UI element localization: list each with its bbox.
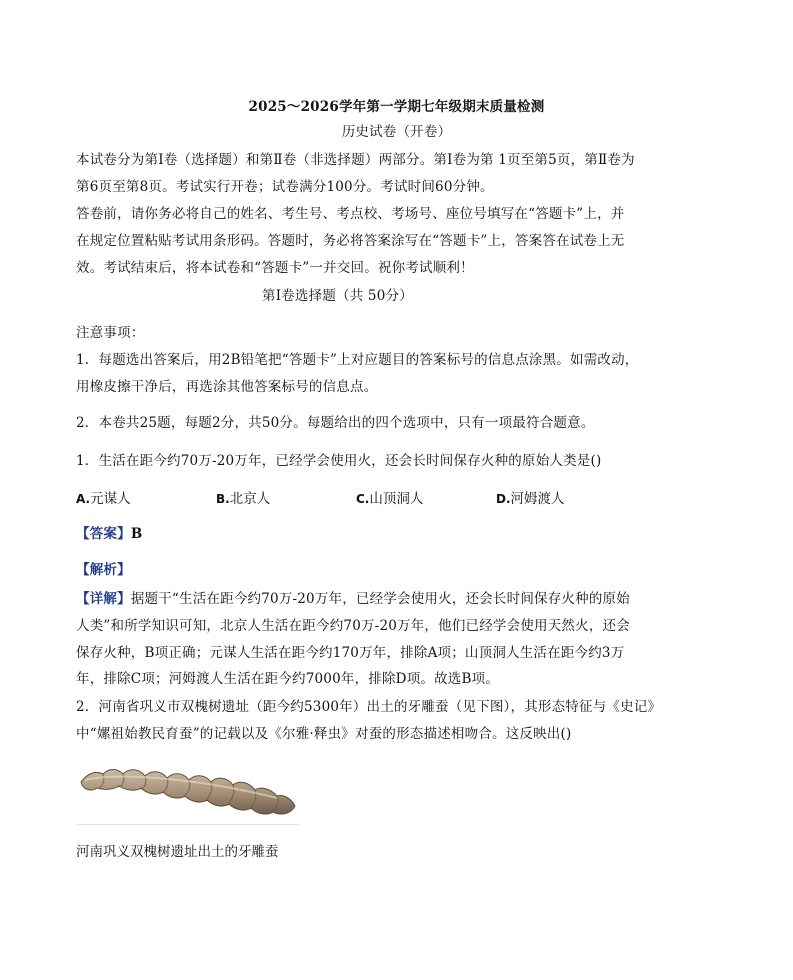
notes-heading: 注意事项：: [76, 325, 145, 341]
q1-option-a: [76, 490, 131, 508]
silkworm-illustration: [77, 760, 299, 824]
intro-line-3: 答卷前，请你务必将自己的姓名、考生号、考点校、考场号、座位号填写在“答题卡”上，并: [76, 206, 625, 222]
exam-title: 2025～2026学年第一学期七年级期末质量检测: [248, 99, 545, 115]
notes-item-2: 2．本卷共25题，每题2分，共50分。每题给出的四个选项中，只有一项最符合题意。: [76, 415, 595, 431]
q1-option-b-letter: B.: [216, 492, 230, 506]
q1-answer-label: 【答案】: [76, 526, 131, 542]
q1-option-d: [496, 490, 565, 508]
q1-detail-line-3: 保存火种，B项正确；元谋人生活在距今约170万年，排除A项；山顶洞人生活在距今约3万: [76, 645, 625, 661]
q1-option-d-text: 河姆渡人: [510, 491, 565, 507]
intro-line-4: 在规定位置粘贴考试用条形码。答题时，务必将答案涂写在“答题卡”上，答案答在试卷上无: [76, 233, 625, 249]
q1-detail-line-1: [76, 590, 676, 608]
figure-caption: 河南巩义双槐树遗址出土的牙雕蚕: [76, 844, 279, 860]
q1-analysis-label: 【解析】: [76, 562, 131, 578]
section-title: 第Ⅰ卷选择题（共 50分）: [262, 288, 413, 304]
intro-line-5: 效。考试结束后，将本试卷和“答题卡”一并交回。祝你考试顺利！: [76, 260, 474, 276]
q1-answer: [76, 525, 676, 543]
q1-option-a-letter: A.: [76, 492, 91, 506]
carved-silkworm-image: [77, 760, 299, 825]
q1-option-c-text: 山顶洞人: [369, 491, 424, 507]
q1-option-b: [216, 490, 270, 508]
q1-option-c: [356, 490, 423, 508]
intro-line-2: 第6页至第8页。考试实行开卷；试卷满分100分。考试时间60分钟。: [76, 179, 494, 195]
q1-detail-text-1: 据题干“生活在距今约70万-20万年，已经学会使用火，还会长时间保存火种的原始: [130, 591, 630, 607]
q1-option-b-text: 北京人: [229, 491, 271, 507]
q1-detail-label: 【详解】: [76, 591, 131, 607]
notes-item-1-line-2: 用橡皮擦干净后，再选涂其他答案标号的信息点。: [76, 379, 378, 395]
q2-stem-line-2: 中“嫘祖始教民育蚕”的记载以及《尔雅·释虫》对蚕的形态描述相吻合。这反映出(): [76, 726, 572, 742]
q1-answer-value: B: [130, 526, 143, 542]
q1-option-a-text: 元谋人: [90, 491, 131, 507]
intro-line-1: 本试卷分为第Ⅰ卷（选择题）和第Ⅱ卷（非选择题）两部分。第Ⅰ卷为第 1页至第5页，第Ⅱ卷为: [76, 152, 635, 168]
notes-item-1-line-1: 1．每题选出答案后，用2B铅笔把“答题卡”上对应题目的答案标号的信息点涂黑。如需改动，: [76, 352, 639, 368]
q1-option-d-letter: D.: [496, 492, 511, 506]
q1-stem: 1．生活在距今约70万-20万年，已经学会使用火，还会长时间保存火种的原始人类是(): [76, 453, 602, 469]
q1-detail-line-2: 人类”和所学知识可知，北京人生活在距今约70万-20万年，他们已经学会使用天然火，还会: [76, 618, 630, 634]
q1-detail-line-4: 年，排除C项；河姆渡人生活在距今约7000年，排除D项。故选B项。: [76, 671, 500, 687]
q1-option-c-letter: C.: [356, 492, 370, 506]
q2-stem-line-1: 2．河南省巩义市双槐树遗址（距今约5300年）出土的牙雕蚕（见下图），其形态特征与《史记》: [76, 699, 662, 715]
exam-subtitle: 历史试卷（开卷）: [341, 124, 452, 140]
